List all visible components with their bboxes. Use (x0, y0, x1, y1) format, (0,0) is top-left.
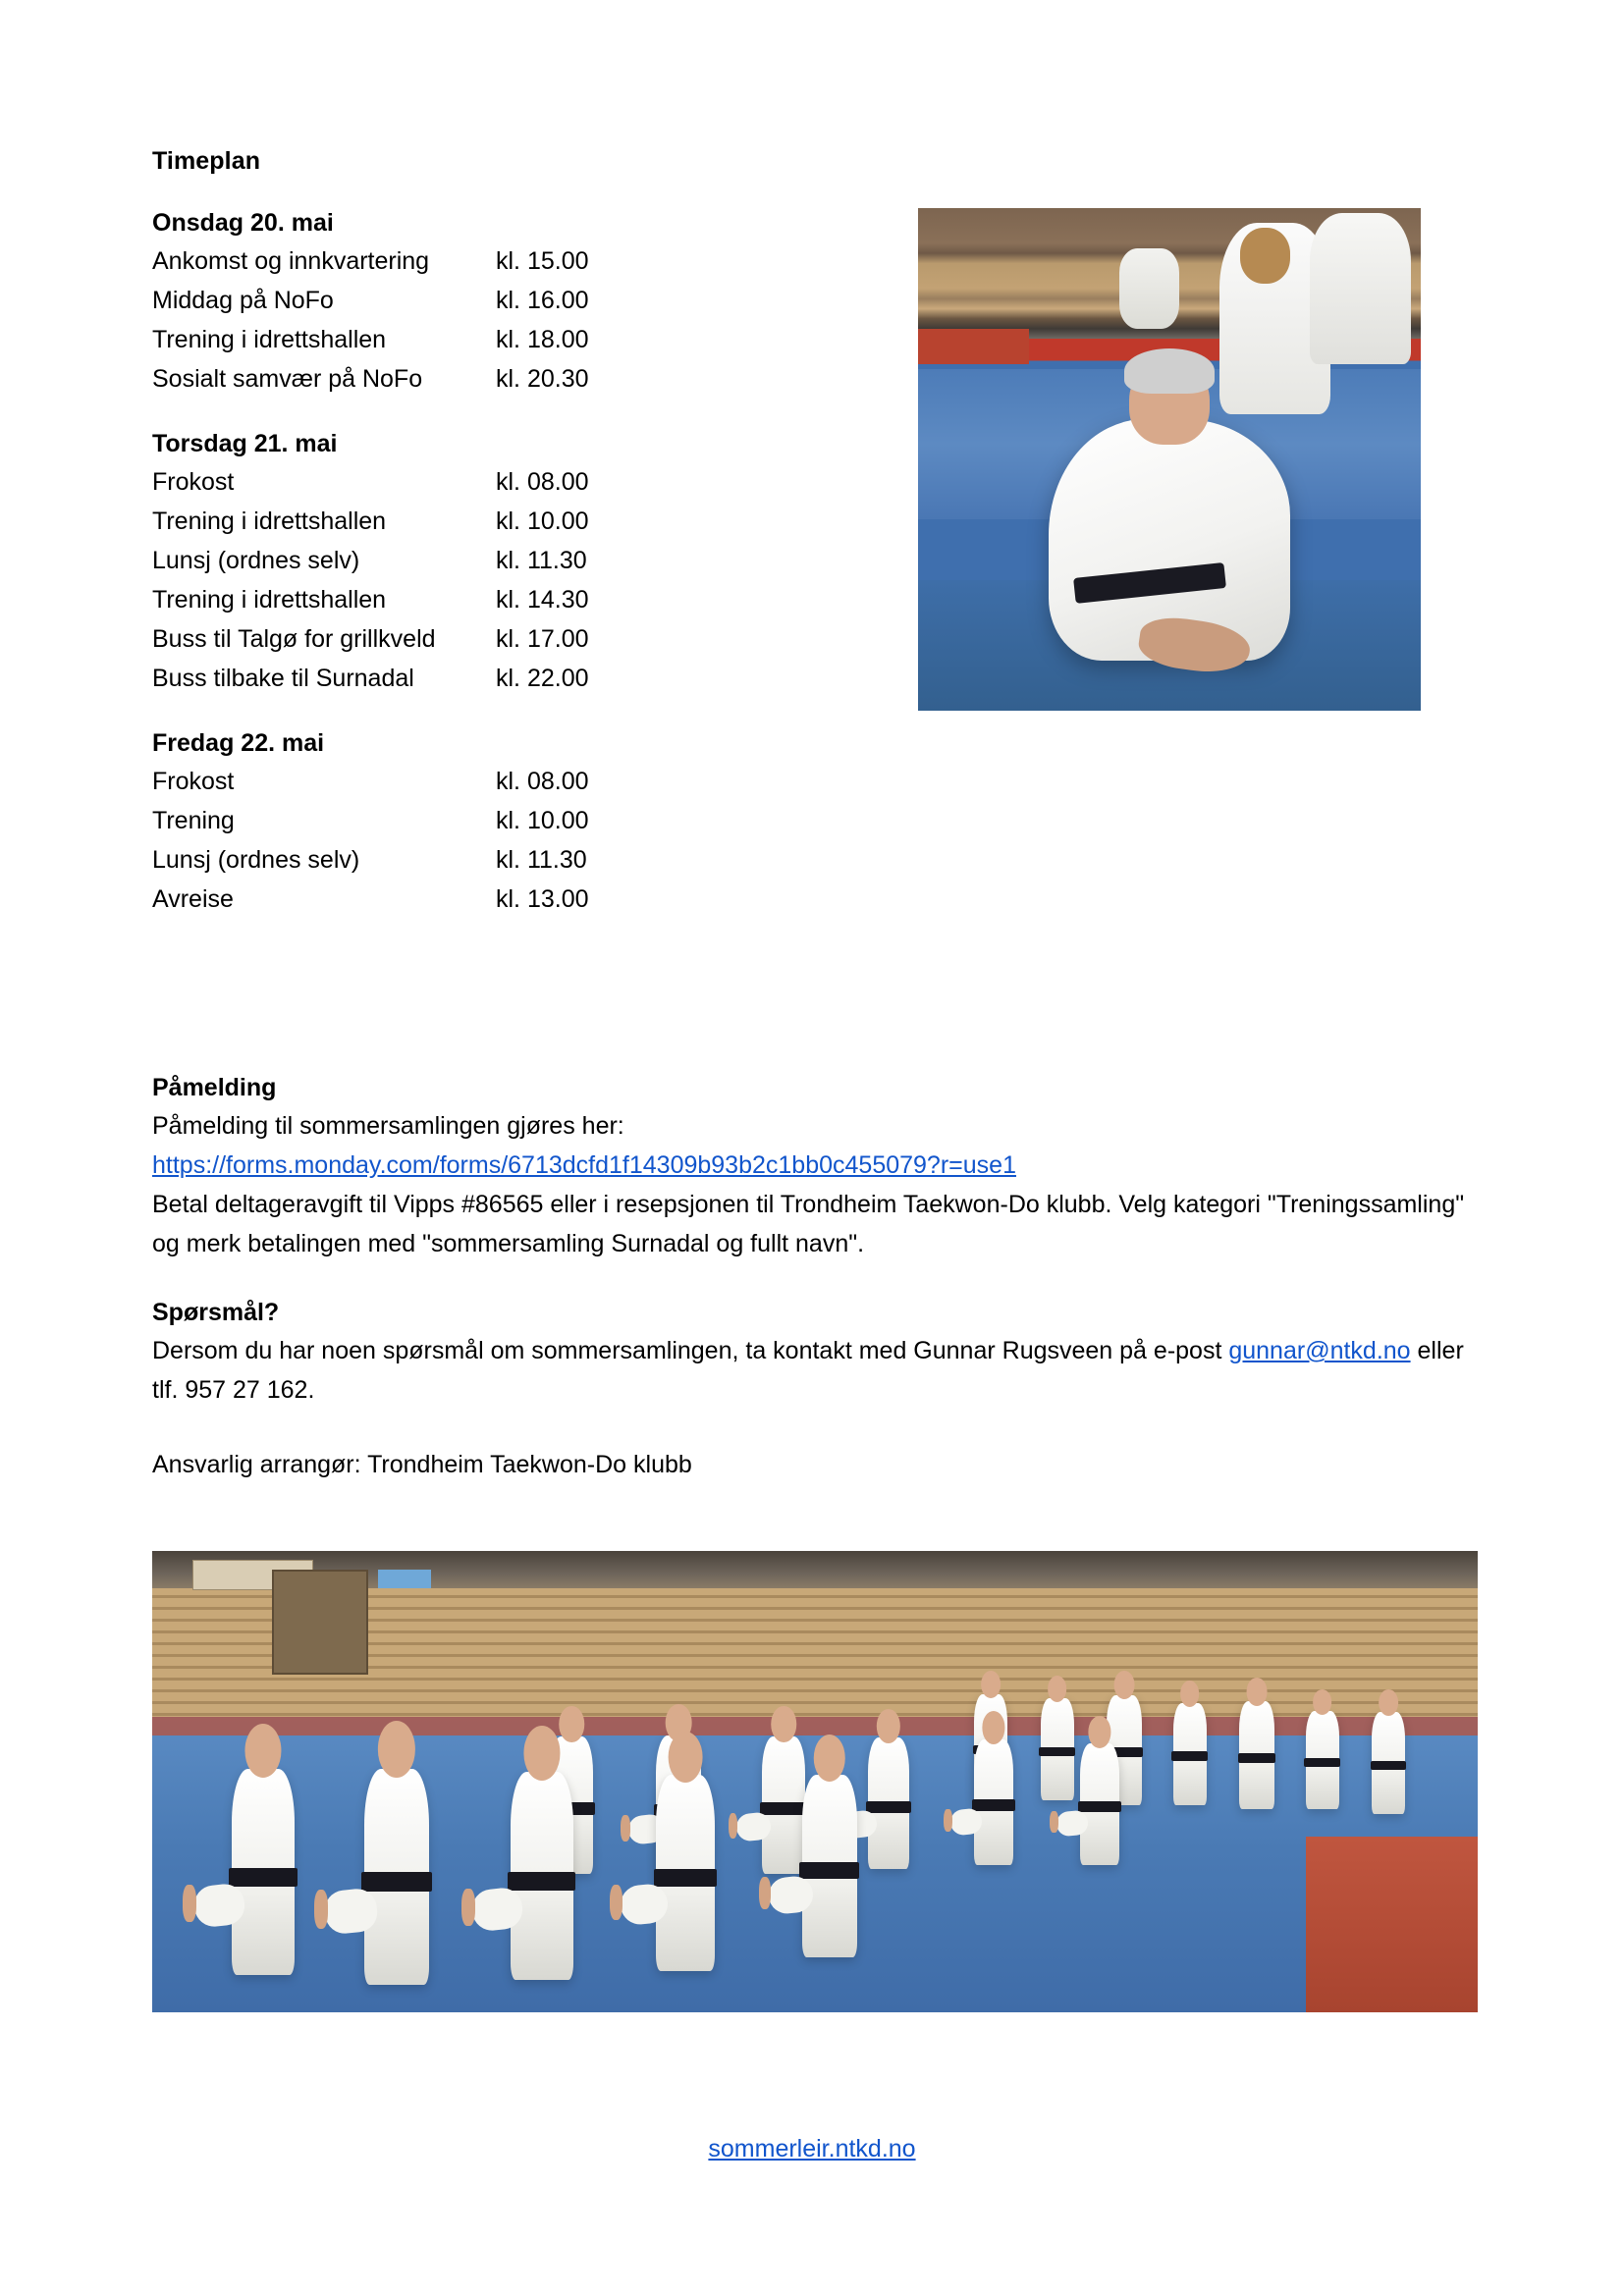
schedule-row (152, 320, 898, 359)
footer-link[interactable]: sommerleir.ntkd.no (708, 2135, 916, 2163)
schedule-time: kl. 10.00 (496, 807, 589, 834)
group-photo (152, 1551, 1478, 2012)
schedule-activity: Trening i idrettshallen (152, 507, 387, 535)
photo-figure (656, 1775, 715, 1971)
questions-heading: Spørsmål? (152, 1299, 280, 1326)
registration-heading: Påmelding (152, 1074, 277, 1101)
footer (0, 2135, 1624, 2163)
photo-figure (1306, 1711, 1339, 1809)
document-body (152, 147, 1478, 2012)
schedule-time: kl. 11.30 (496, 846, 587, 874)
schedule-time: kl. 16.00 (496, 287, 589, 314)
schedule-row (152, 241, 898, 281)
photo-door (272, 1570, 369, 1675)
photo-background-figure (1119, 248, 1179, 329)
schedule-and-photo-row (152, 147, 1478, 950)
organizer-text: Ansvarlig arrangør: Trondheim Taekwon-Do klubb (152, 1451, 692, 1478)
contact-email-link[interactable]: gunnar@ntkd.no (1228, 1337, 1411, 1364)
portrait-photo (918, 208, 1421, 711)
photo-background-figure (1310, 213, 1410, 364)
photo-figure (1080, 1743, 1119, 1865)
schedule-activity: Frokost (152, 768, 235, 795)
schedule-row (152, 801, 898, 840)
schedule-day-title: Torsdag 21. mai (152, 430, 338, 457)
schedule-section (152, 147, 898, 950)
photo-subject-hair (1124, 348, 1215, 394)
photo-floor-red (1306, 1837, 1479, 2012)
schedule-activity: Avreise (152, 885, 234, 913)
photo-figure (1372, 1712, 1405, 1814)
registration-section (152, 1074, 1478, 1263)
photo-red-mat (918, 329, 1029, 364)
photo-figure (1173, 1703, 1207, 1805)
photo-figure (868, 1737, 909, 1869)
schedule-day (152, 209, 898, 399)
schedule-time: kl. 17.00 (496, 625, 589, 653)
photo-figure (802, 1775, 857, 1957)
schedule-time: kl. 08.00 (496, 768, 589, 795)
schedule-activity: Sosialt samvær på NoFo (152, 365, 423, 393)
questions-text (152, 1331, 1478, 1410)
photo-figure (364, 1769, 429, 1985)
photo-figure (762, 1736, 805, 1874)
photo-wall-sign-blue (378, 1570, 431, 1588)
schedule-row (152, 359, 898, 399)
schedule-time: kl. 10.00 (496, 507, 589, 535)
schedule-row (152, 462, 898, 502)
schedule-activity: Frokost (152, 468, 235, 496)
schedule-activity: Lunsj (ordnes selv) (152, 547, 360, 574)
schedule-row (152, 880, 898, 919)
schedule-activity: Trening i idrettshallen (152, 326, 387, 353)
photo-figure (974, 1739, 1013, 1865)
schedule-time: kl. 14.30 (496, 586, 589, 614)
schedule-time: kl. 18.00 (496, 326, 589, 353)
photo-figure (1041, 1698, 1074, 1800)
registration-payment-text: Betal deltageravgift til Vipps #86565 eller i resepsjonen til Trondheim Taekwon-Do klubb. Velg kategori "Treningssamling" og merk betalingen med "sommersamling Surnadal og fullt navn". (152, 1191, 1465, 1257)
schedule-row (152, 619, 898, 659)
schedule-activity: Ankomst og innkvartering (152, 247, 430, 275)
schedule-activity: Middag på NoFo (152, 287, 334, 314)
schedule-row (152, 840, 898, 880)
page-title: Timeplan (152, 147, 261, 175)
schedule-activity: Trening (152, 807, 235, 834)
schedule-day-title: Onsdag 20. mai (152, 209, 334, 237)
schedule-row (152, 580, 898, 619)
registration-form-line (152, 1146, 1478, 1185)
registration-intro: Påmelding til sommersamlingen gjøres her: (152, 1112, 624, 1140)
schedule-activity: Buss tilbake til Surnadal (152, 665, 414, 692)
questions-section (152, 1299, 1478, 1410)
schedule-row (152, 281, 898, 320)
schedule-row (152, 659, 898, 698)
questions-text-before: Dersom du har noen spørsmål om sommersamlingen, ta kontakt med Gunnar Rugsveen på e-post (152, 1337, 1229, 1364)
photo-figure (1239, 1701, 1274, 1809)
schedule-activity: Lunsj (ordnes selv) (152, 846, 360, 874)
schedule-time: kl. 11.30 (496, 547, 587, 574)
photo-figure (511, 1772, 573, 1980)
schedule-row (152, 541, 898, 580)
schedule-row (152, 762, 898, 801)
registration-form-link[interactable]: https://forms.monday.com/forms/6713dcfd1f14309b93b2c1bb0c455079?r=use1 (152, 1151, 1016, 1179)
schedule-time: kl. 22.00 (496, 665, 589, 692)
schedule-row (152, 502, 898, 541)
schedule-day (152, 430, 898, 698)
schedule-time: kl. 15.00 (496, 247, 589, 275)
schedule-time: kl. 08.00 (496, 468, 589, 496)
schedule-day (152, 729, 898, 919)
schedule-time: kl. 20.30 (496, 365, 589, 393)
schedule-activity: Trening i idrettshallen (152, 586, 387, 614)
schedule-day-title: Fredag 22. mai (152, 729, 325, 757)
schedule-time: kl. 13.00 (496, 885, 589, 913)
questions-text-after: eller tlf. 957 27 162. (152, 1337, 1464, 1404)
photo-figure (232, 1769, 295, 1975)
photo-background-figure-hair (1240, 228, 1290, 283)
photo-floor-red-strip (152, 1717, 1478, 1735)
schedule-activity: Buss til Talgø for grillkveld (152, 625, 436, 653)
